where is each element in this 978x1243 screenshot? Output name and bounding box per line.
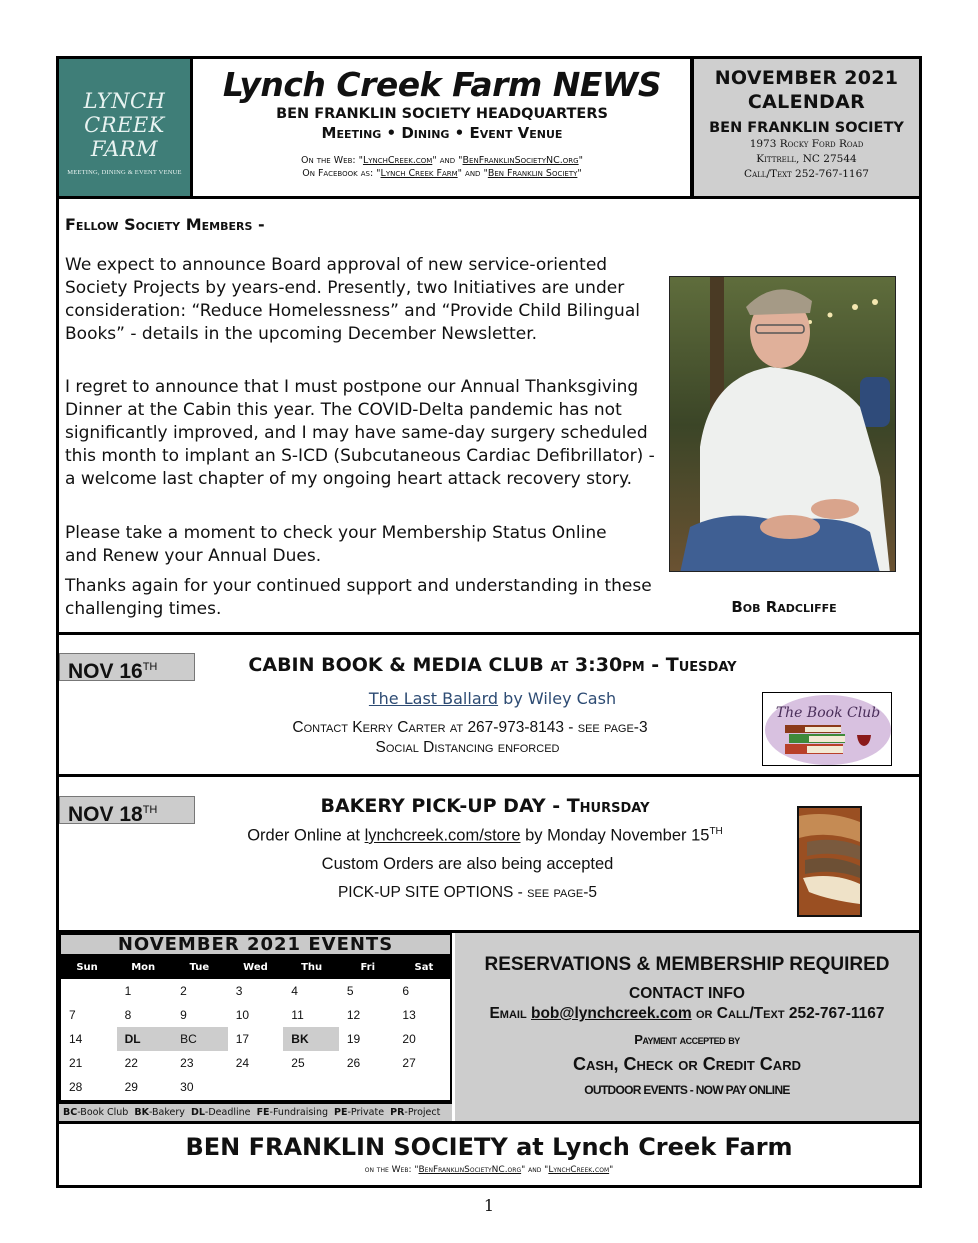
legend-label: -Book Club xyxy=(77,1107,129,1118)
pickup-label: PICK-UP SITE OPTIONS - xyxy=(337,884,528,901)
calendar-title: NOVEMBER 2021 EVENTS xyxy=(59,933,452,956)
calendar-day-cell: 19 xyxy=(346,1032,361,1046)
weekday-label: Sat xyxy=(414,962,434,973)
calendar-day-cell: 10 xyxy=(235,1008,250,1022)
legend-code: PE xyxy=(334,1107,348,1118)
calendar-info-box xyxy=(691,59,919,196)
calendar-day-cell: 21 xyxy=(69,1056,83,1070)
order-date-suffix: TH xyxy=(709,826,723,837)
web-links-line xyxy=(193,154,691,167)
pickup-line xyxy=(200,884,735,902)
masthead xyxy=(193,59,691,196)
contact-phone: 267-973-8143 xyxy=(467,719,564,736)
divider xyxy=(59,774,919,777)
letter-greeting: Fellow Society Members - xyxy=(65,215,265,234)
event-title-main: BAKERY PICK-UP DAY - xyxy=(320,795,567,817)
book-club-logo-text: The Book Club xyxy=(775,705,881,721)
web-prefix: on the Web: " xyxy=(364,1165,419,1175)
payment-methods: Cash, Check or Credit Card xyxy=(573,1054,801,1074)
weekday-label: Sun xyxy=(76,962,98,973)
logo-tagline: MEETING, DINING & EVENT VENUE xyxy=(67,169,182,176)
legend-code: PR xyxy=(390,1107,405,1118)
calendar-weekday-header xyxy=(59,956,452,979)
letter-paragraph: Please take a moment to check your Membership Status Online and Renew your Annual Dues. xyxy=(65,523,607,566)
custom-orders-line: Custom Orders are also being accepted xyxy=(321,855,614,873)
legend-code: BC xyxy=(63,1107,78,1118)
calendar-day-cell xyxy=(283,1075,339,1099)
footer-title: BEN FRANKLIN SOCIETY at Lynch Creek Farm xyxy=(185,1133,793,1161)
calendar-month: NOVEMBER 2021 xyxy=(714,67,899,89)
web-prefix: On the Web: " xyxy=(301,155,363,166)
legend-label: -Bakery xyxy=(148,1107,185,1118)
divider xyxy=(59,196,919,199)
weekday-label: Fri xyxy=(360,962,376,973)
logo-line3: FARM xyxy=(90,137,159,161)
calendar-day-cell: 24 xyxy=(235,1056,250,1070)
legend-label: -Project xyxy=(404,1107,441,1118)
calendar-day-cell: 23 xyxy=(180,1056,194,1070)
calendar-grid xyxy=(61,979,450,1100)
legend-code: FE xyxy=(256,1107,270,1118)
address-line2: Kittrell, NC 27544 xyxy=(756,153,857,165)
reservations-box xyxy=(455,933,919,1121)
store-link[interactable]: lynchcreek.com/store xyxy=(364,826,521,845)
bread-image xyxy=(799,808,860,915)
calendar-day-cell: 28 xyxy=(69,1080,83,1094)
logo-line1: LYNCH xyxy=(83,89,166,113)
calendar-day-cell: 11 xyxy=(291,1008,304,1022)
link-fb-ben-franklin-society[interactable]: Ben Franklin Society xyxy=(487,168,578,179)
web-mid: " and " xyxy=(521,1165,549,1175)
legend-code: DL xyxy=(190,1107,205,1118)
calendar-day-cell: 12 xyxy=(346,1008,361,1022)
calendar-day-cell xyxy=(394,1075,450,1099)
calendar-day-cell: 1 xyxy=(124,984,132,998)
see-page-label: - see page- xyxy=(563,719,639,736)
contact-heading: CONTACT INFO xyxy=(629,985,745,1002)
event-title-main: CABIN BOOK & MEDIA CLUB xyxy=(248,654,544,676)
book-author: by Wiley Cash xyxy=(498,689,617,708)
contact-phone: 252-767-1167 xyxy=(788,1005,885,1022)
portrait-image xyxy=(670,277,896,572)
bread-photo xyxy=(797,806,862,917)
calendar-label: CALENDAR xyxy=(747,91,866,113)
logo-line2: CREEK xyxy=(84,113,165,137)
calendar-day-cell: 22 xyxy=(124,1056,138,1070)
reservations-heading: RESERVATIONS & MEMBERSHIP REQUIRED xyxy=(484,954,890,975)
calendar-day-cell xyxy=(228,1075,284,1099)
see-page-number: 5 xyxy=(588,884,598,901)
legend-label: -Deadline xyxy=(204,1107,251,1118)
web-suffix: " xyxy=(609,1165,614,1175)
contact-label: Contact Kerry Carter at xyxy=(292,719,468,736)
event-date-badge xyxy=(59,796,195,824)
calendar-day-cell: DL xyxy=(117,1027,173,1051)
calendar-day-cell: 3 xyxy=(235,984,243,998)
calendar-day-cell: 30 xyxy=(180,1080,194,1094)
date-suffix: TH xyxy=(142,661,158,673)
contact-line xyxy=(455,1005,919,1023)
contact-line xyxy=(200,719,740,737)
facebook-links-line xyxy=(193,167,691,180)
see-page-number: 3 xyxy=(638,719,648,736)
calendar-day-cell: 14 xyxy=(69,1032,83,1046)
event-title xyxy=(200,795,770,817)
link-fb-lynch-creek-farm[interactable]: Lynch Creek Farm xyxy=(380,168,458,179)
order-line xyxy=(200,826,770,846)
calendar-day-cell: 29 xyxy=(124,1080,138,1094)
order-deadline: by Monday November 15 xyxy=(520,826,710,845)
calendar-day-cell: BK xyxy=(283,1027,339,1051)
calendar-day-cell: 4 xyxy=(291,984,298,998)
link-lynchcreek[interactable]: LynchCreek.com xyxy=(548,1165,610,1175)
page-number: 1 xyxy=(483,1196,495,1215)
calendar-day-cell: 2 xyxy=(180,984,187,998)
calendar-day-cell: 7 xyxy=(69,1008,76,1022)
web-mid: " and " xyxy=(432,155,463,166)
fb-mid: " and " xyxy=(457,168,488,179)
calendar-day-cell: 25 xyxy=(291,1056,305,1070)
address-line1: 1973 Rocky Ford Road xyxy=(749,138,864,150)
calendar-day-cell: 8 xyxy=(124,1008,132,1022)
legend-label: -Private xyxy=(347,1107,385,1118)
newsletter-title: Lynch Creek Farm NEWS xyxy=(222,65,662,104)
weekday-label: Tue xyxy=(189,962,210,973)
letter-paragraph: I regret to announce that I must postpone our Annual Thanksgiving Dinner at the Cabin this year. The COVID-Delta pandemic has not significantly improved, and I may have same-day surgery scheduled this month to implant an S-ICD (Subcutaneous Cardiac Defibrillator) - a welcome last chapter of my ongoing heart attack recovery story. xyxy=(65,377,655,489)
calendar-day-cell: 20 xyxy=(402,1032,416,1046)
web-suffix: " xyxy=(578,155,583,166)
book-club-logo xyxy=(763,693,892,766)
phone-line: Call/Text 252-767-1167 xyxy=(744,168,869,180)
venue-line: Meeting • Dining • Event Venue xyxy=(321,124,563,142)
link-lynchcreek[interactable]: LynchCreek.com xyxy=(362,155,433,166)
weekday-label: Wed xyxy=(243,962,268,973)
payment-heading: Payment accepted by xyxy=(634,1032,740,1047)
letter-paragraph: We expect to announce Board approval of new service-oriented Society Projects by years-end. Presently, two Initiatives are under consideration: “Reduce Homelessness” and “Provide Child Bilingual Books” - details in the upcoming December Newsletter. xyxy=(65,255,640,344)
photo-caption: Bob Radcliffe xyxy=(731,598,837,616)
legend-label: -Fundraising xyxy=(269,1107,328,1118)
event-date: NOV 18 xyxy=(68,803,143,826)
link-benfranklinsociety[interactable]: BenFranklinSocietyNC.org xyxy=(462,155,579,166)
book-club-image xyxy=(762,692,892,766)
divider xyxy=(59,632,919,635)
lynch-creek-farm-logo xyxy=(59,59,193,196)
call-label: or Call/Text xyxy=(691,1005,789,1022)
calendar-day-cell: 27 xyxy=(402,1056,416,1070)
footer xyxy=(59,1124,919,1185)
order-prefix: Order Online at xyxy=(247,826,365,845)
calendar-day-cell: 26 xyxy=(346,1056,361,1070)
fb-suffix: " xyxy=(577,168,582,179)
calendar-day-cell: 6 xyxy=(402,984,410,998)
calendar-day-cell: 17 xyxy=(235,1032,250,1046)
date-suffix: TH xyxy=(142,804,158,816)
distancing-note: Social Distancing enforced xyxy=(375,739,560,756)
calendar-day-cell xyxy=(61,979,117,1003)
letter-paragraph: Thanks again for your continued support and understanding in these challenging times. xyxy=(65,576,652,619)
event-title xyxy=(200,654,785,676)
event-title-day: Thursday xyxy=(566,795,650,817)
bob-radcliffe-photo xyxy=(669,276,896,572)
calendar-day-cell: 5 xyxy=(346,984,354,998)
book-line xyxy=(200,689,785,708)
calendar-day-cell: 13 xyxy=(402,1008,416,1022)
email-link[interactable]: bob@lynchcreek.com xyxy=(530,1005,692,1022)
newsletter-subtitle: BEN FRANKLIN SOCIETY HEADQUARTERS xyxy=(276,106,608,122)
weekday-label: Thu xyxy=(301,962,323,973)
calendar-day-cell xyxy=(339,1075,395,1099)
legend-code: BK xyxy=(134,1107,149,1118)
org-name: BEN FRANKLIN SOCIETY xyxy=(709,120,904,136)
calendar-legend xyxy=(59,1102,452,1121)
link-benfranklinsociety[interactable]: BenFranklinSocietyNC.org xyxy=(418,1165,522,1175)
outdoor-events-note: OUTDOOR EVENTS - NOW PAY ONLINE xyxy=(584,1083,790,1097)
fb-prefix: On Facebook as: " xyxy=(302,168,381,179)
event-date: NOV 16 xyxy=(68,660,143,683)
email-label: Email xyxy=(489,1005,531,1022)
footer-web-line xyxy=(59,1165,919,1175)
event-title-time: at 3:30pm - Tuesday xyxy=(543,654,737,676)
weekday-label: Mon xyxy=(131,962,156,973)
calendar-day-cell: BC xyxy=(172,1027,228,1051)
event-date-badge xyxy=(59,653,195,681)
book-title-link[interactable]: The Last Ballard xyxy=(368,689,499,708)
calendar-day-cell: 9 xyxy=(180,1008,187,1022)
see-page-label: see page- xyxy=(527,884,589,901)
